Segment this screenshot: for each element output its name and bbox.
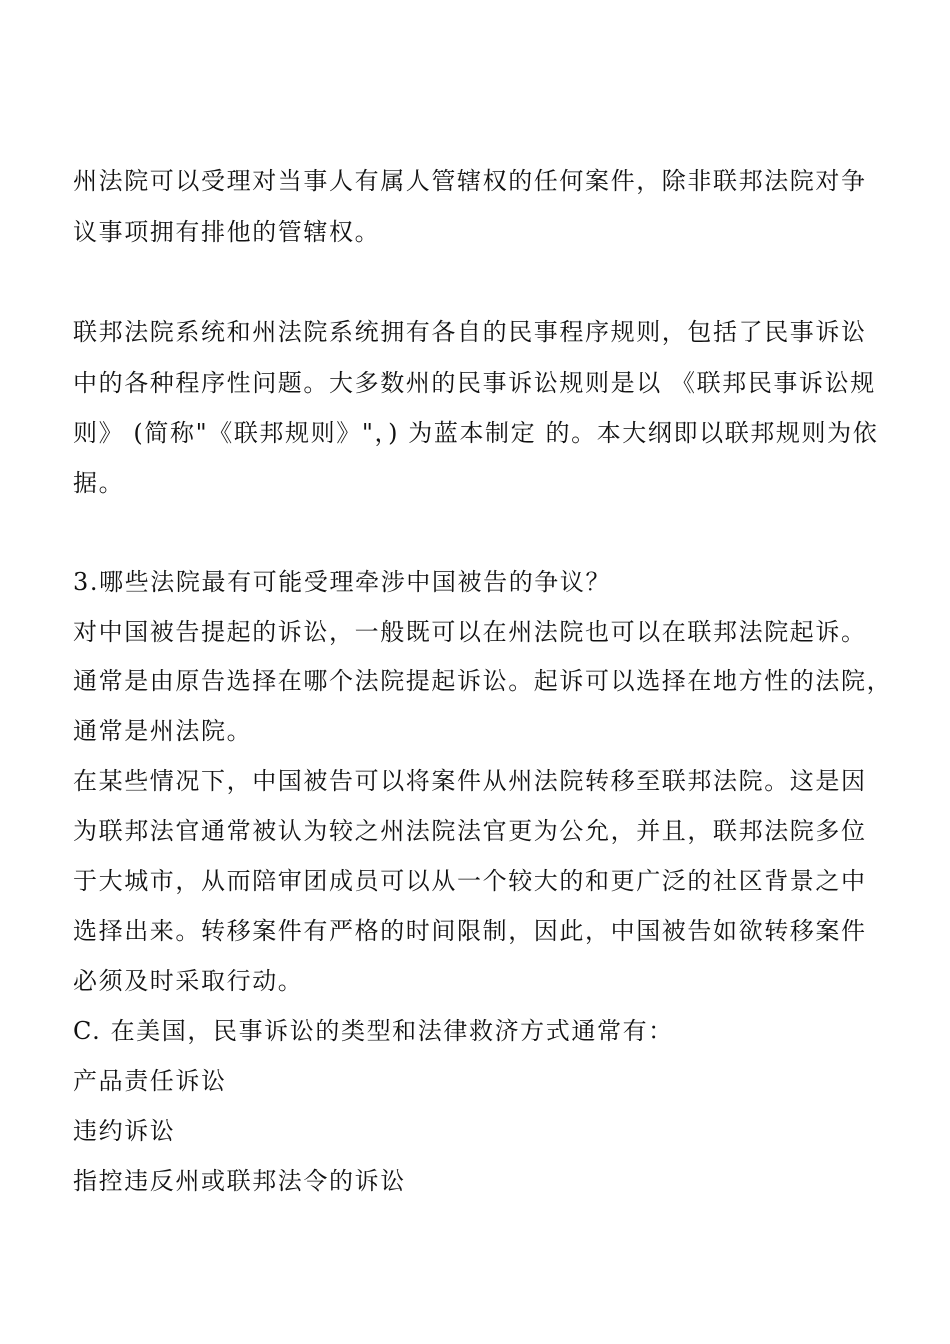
paragraph-line: 于大城市，从而陪审团成员可以从一个较大的和更广泛的社区背景之中 [73, 867, 867, 895]
question-heading: 3.哪些法院最有可能受理牵涉中国被告的争议？ [73, 568, 612, 596]
paragraph-line: 则》 (简称"《联邦规则》"，) 为蓝本制定 的。本大纲即以联邦规则为依 [73, 419, 879, 447]
paragraph-line: 州法院可以受理对当事人有属人管辖权的任何案件，除非联邦法院对争 [73, 167, 867, 195]
paragraph-line: 对中国被告提起的诉讼，一般既可以在州法院也可以在联邦法院起诉。 [73, 618, 867, 646]
paragraph-line: 中的各种程序性问题。大多数州的民事诉讼规则是以 《联邦民事诉讼规 [73, 369, 876, 397]
list-item: 产品责任诉讼 [73, 1067, 227, 1095]
section-heading: C. 在美国，民事诉讼的类型和法律救济方式通常有： [73, 1017, 674, 1045]
paragraph-line: 据。 [73, 469, 125, 497]
list-item: 指控违反州或联邦法令的诉讼 [73, 1167, 406, 1195]
paragraph-line: 联邦法院系统和州法院系统拥有各自的民事程序规则，包括了民事诉讼 [73, 318, 867, 346]
paragraph-line: 议事项拥有排他的管辖权。 [73, 218, 381, 246]
paragraph-line: 通常是由原告选择在哪个法院提起诉讼。起诉可以选择在地方性的法院， [73, 667, 893, 695]
paragraph-line: 选择出来。转移案件有严格的时间限制，因此，中国被告如欲转移案件 [73, 917, 867, 945]
paragraph-line: 在某些情况下，中国被告可以将案件从州法院转移至联邦法院。这是因 [73, 767, 867, 795]
paragraph-line: 通常是州法院。 [73, 717, 253, 745]
paragraph-line: 为联邦法官通常被认为较之州法院法官更为公允，并且，联邦法院多位 [73, 817, 867, 845]
list-item: 违约诉讼 [73, 1117, 176, 1145]
paragraph-line: 必须及时采取行动。 [73, 967, 304, 995]
